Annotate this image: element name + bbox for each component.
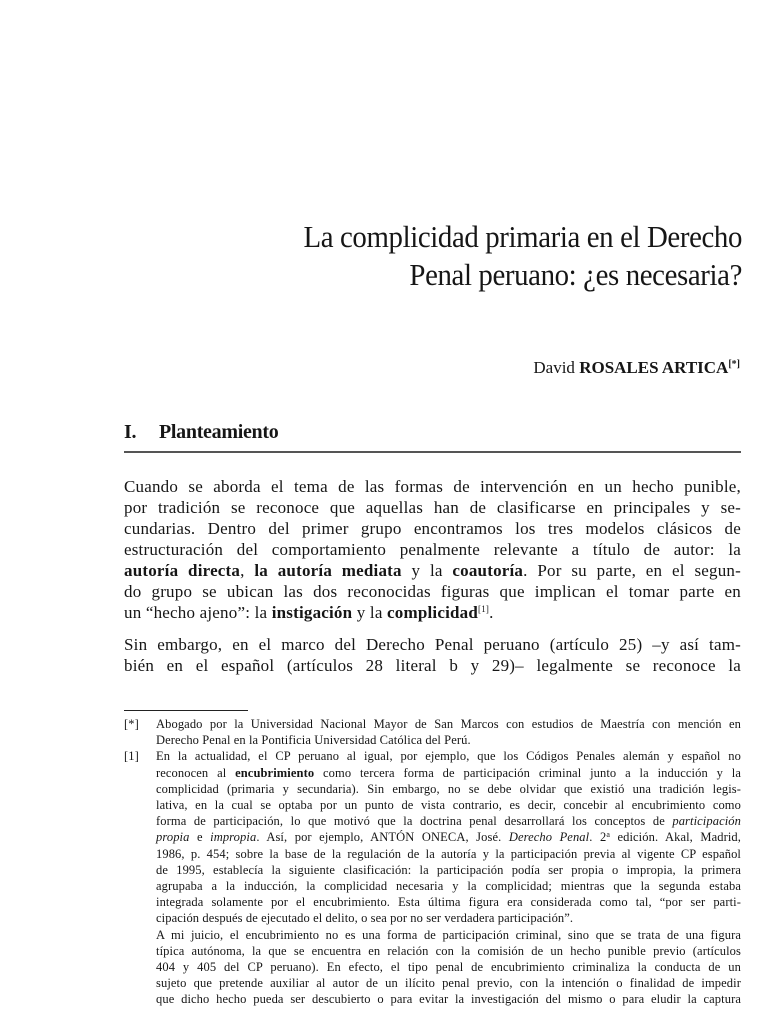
footnote-line: cipación después de ejecutado el delito, o sea por no ser verdadera participación”. (156, 911, 574, 926)
footnote-mark: [1] (124, 749, 139, 764)
footnotes (124, 716, 741, 1008)
text-run: y la (352, 603, 388, 622)
text-line: Cuando se aborda el tema de las formas de intervención en un hecho punible, (124, 477, 741, 496)
title-line: Penal peruano: ¿es necesaria? (409, 257, 742, 292)
text-run: reconocen al (156, 765, 236, 780)
section-number: I. (124, 421, 137, 443)
text-run: . Así, por ejemplo, ANTÓN ONECA, José. (256, 830, 509, 845)
footnote-ref[interactable]: [1] (478, 604, 490, 614)
italic-term: Derecho Penal (508, 830, 590, 845)
text-run: . (489, 603, 494, 622)
text-run: , (240, 561, 255, 580)
footnote-line (156, 813, 741, 829)
footnote-line: de 1995, establecía la siguiente clasificación: la participación podía ser propia o impropia, la primera (156, 862, 741, 877)
text-run: como tercera forma de participación criminal junto a la inducción y la (314, 765, 741, 780)
footnote-line: agrupaba a la inducción, la complicidad necesaria y la complicidad; mientras que la segunda estaba (156, 879, 741, 894)
superscript: a (606, 830, 610, 840)
text-line (124, 560, 741, 581)
footnote-mark: [*] (124, 717, 139, 731)
text-line: cundarias. Dentro del primer grupo encontramos los tres modelos clásicos de (124, 519, 741, 538)
text-run: . 2 (589, 830, 607, 845)
footnote-line: 404 y 405 del CP peruano). En efecto, el tipo penal de encubrimiento criminaliza la conducta de un (156, 960, 741, 975)
footnote-line: que dicho hecho pueda ser descubierto o para evitar la investigación del mismo o para eludir la captura (156, 992, 741, 1007)
text-run: e (189, 830, 211, 845)
article-title (184, 218, 742, 294)
author-footnote-ref[interactable]: [*] (728, 359, 740, 370)
text-line: por tradición se reconoce que aquellas han de clasificarse en principales y se- (124, 498, 741, 517)
footnote-line: complicidad (primaria y secundaria). Sin embargo, no se debe olvidar que existió una tradición legis- (156, 781, 741, 796)
text-line: do grupo se ubican las dos reconocidas figuras que implican el tomar parte en (124, 582, 741, 601)
footnote-line: 1986, p. 454; sobre la base de la regulación de la autoría y la participación previa al vigente CP español (156, 846, 741, 861)
text-line: bién en el español (artículos 28 literal b y 29)– legalmente se reconoce la (124, 656, 741, 675)
footnote-separator (124, 710, 248, 711)
author-surname: ROSALES ARTICA (579, 358, 729, 377)
footnote-line (156, 765, 741, 781)
italic-term: propia (156, 830, 190, 845)
footnote (124, 716, 741, 748)
text-line: estructuración del comportamiento penalmente relevante a título de autor: la (124, 540, 741, 559)
text-run: edición. Akal, Madrid, (609, 830, 742, 845)
footnote-line: A mi juicio, el encubrimiento no es una forma de participación criminal, sino que se trata de una figura (156, 927, 741, 942)
bold-term: autoría directa (124, 561, 241, 580)
text-line: Sin embargo, en el marco del Derecho Penal peruano (artículo 25) –y así tam- (124, 635, 741, 654)
section-heading (124, 421, 741, 453)
text-run: un “hecho ajeno”: la (124, 603, 272, 622)
body-paragraph (124, 634, 741, 676)
body-paragraph (124, 476, 741, 623)
italic-term: participación (672, 814, 741, 829)
footnote-line: típica autónoma, la que se encuentra en relación con la comisión de un hecho punible previo (artículos (156, 943, 741, 958)
italic-term: impropia (210, 830, 257, 845)
author-byline (533, 358, 740, 378)
footnote (124, 748, 741, 1007)
footnote-line: En la actualidad, el CP peruano al igual, por ejemplo, que los Códigos Penales alemán y español no (156, 749, 741, 764)
footnote-line (156, 829, 741, 845)
bold-term: instigación (271, 603, 353, 622)
author-first-name: David (533, 358, 575, 377)
text-run: forma de participación, lo que motivó que la doctrina penal desarrollará los conceptos de (156, 814, 673, 829)
bold-term: encubrimiento (235, 765, 315, 780)
text-line (124, 602, 741, 623)
footnote-line: lativa, en la cual se optaba por un punto de vista contrario, es decir, concebir al encubrimiento como (156, 798, 741, 813)
footnote-line: Derecho Penal en la Pontificia Universidad Católica del Perú. (156, 733, 471, 748)
text-run: y la (401, 561, 453, 580)
text-run: . Por su parte, en el segun- (523, 561, 741, 580)
footnote-line: sujeto que pretende auxiliar al autor de un ilícito penal previo, con la intención o finalidad de impedir (156, 976, 741, 991)
footnote-line: Abogado por la Universidad Nacional Mayor de San Marcos con estudios de Maestría con mención en (156, 717, 741, 731)
footnote-line: integrada solamente por el encubrimiento. Esta última figura era considerada como tal, “por ser parti- (156, 895, 741, 910)
bold-term: complicidad (387, 603, 479, 622)
bold-term: la autoría mediata (254, 561, 402, 580)
title-line: La complicidad primaria en el Derecho (303, 219, 742, 254)
bold-term: coautoría (452, 561, 524, 580)
section-title: Planteamiento (159, 421, 279, 443)
